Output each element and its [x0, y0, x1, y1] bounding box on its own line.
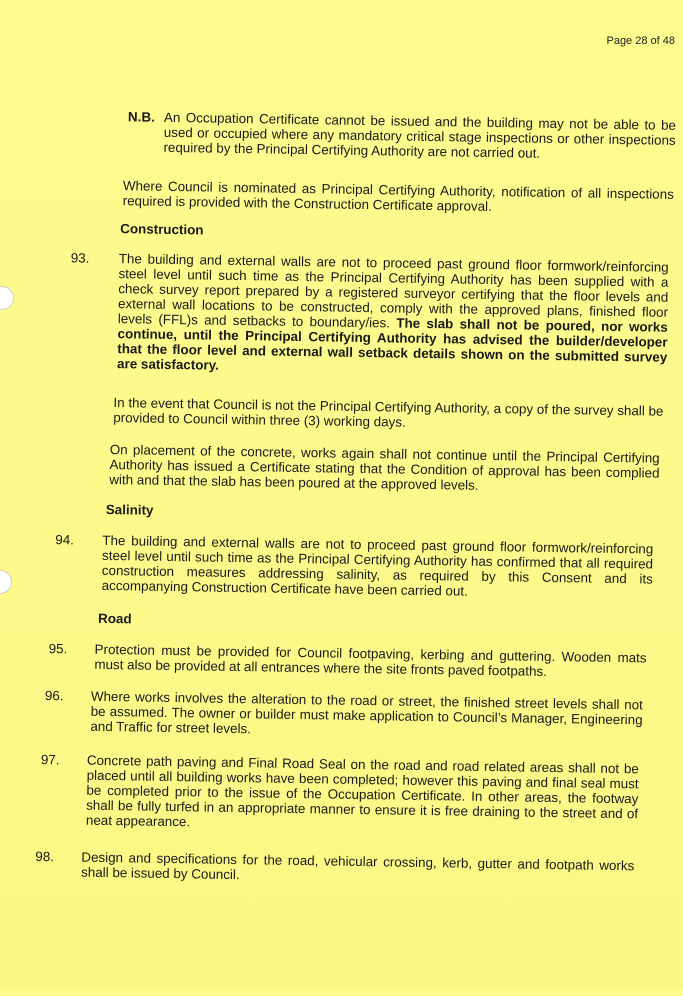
- condition-95-text: Protection must be provided for Council footpaving, kerbing and guttering. Wooden mats must also be provided at all entrances where the site fronts paved footpaths.: [94, 641, 647, 679]
- condition-96-text: Where works involves the alteration to the road or street, the finished street levels shall not be assumed. The owner or builder must make application to Council’s Manager, Engineering and Traffic for street levels.: [90, 688, 643, 737]
- council-pca-note: Where Council is nominated as Principal Certifying Authority, notification of all inspections required is provided with the Construction Certificate approval.: [122, 178, 674, 214]
- nb-label: N.B.: [127, 109, 155, 125]
- condition-97-text: Concrete path paving and Final Road Seal on the road and road related areas shall not be placed until all building works have been completed; however this paving and final seal must be completed prior to the issue of the Occupation Certificate. In other areas, the footway shall be fully turfed in an appropriate manner to ensure it is free draining to the street and of neat appearance.: [85, 752, 639, 830]
- nb-text: An Occupation Certificate cannot be issued and the building may not be able to be used or occupied where any mandatory critical stage inspections or other inspections required by the Principal Certifying Authority are not carried out.: [163, 109, 677, 161]
- condition-94-text: The building and external walls are not to proceed past ground floor formwork/reinforcing steel level until such time as the Principal Certifying Authority has confirmed that all required construction measures addressing salinity, as required by this Consent and its accompanying Construction Certificate have been carried out.: [101, 532, 654, 599]
- condition-98-number: 98.: [35, 848, 55, 865]
- condition-93-para2: In the event that Council is not the Principal Certifying Authority, a copy of the survey shall be provided to Council within three (3) working days.: [113, 395, 664, 430]
- condition-93-text: [117, 251, 669, 380]
- heading-salinity: Salinity: [105, 501, 154, 518]
- condition-95-number: 95.: [48, 641, 68, 657]
- condition-93-number: 93.: [70, 250, 90, 266]
- page-number: Page 28 of 48: [606, 35, 675, 47]
- condition-94-number: 94.: [55, 532, 75, 548]
- condition-93-para3: On placement of the concrete, works again shall not continue until the Principal Certifying Authority has issued a Certificate stating that the Condition of approval has been complied with and that the slab has been poured at the approved levels.: [109, 442, 660, 493]
- condition-93-bold: The slab shall not be poured, nor works continue, until the Principal Certifying Authority has advised the builder/developer that the floor level and external wall setback details shown on the submitted survey are satisfactory.: [117, 315, 668, 373]
- condition-93-body: The building and external walls are not to proceed past ground floor formwork/reinforcing steel level until such time as the Principal Certifying Authority has been supplied with a check survey report prepared by a registered surveyor certifying that the floor levels and external wall locations to be constructed, comply with the approved plans, finished floor levels (FFL)s and setbacks to boundary/ies.: [117, 251, 669, 331]
- heading-road: Road: [97, 610, 132, 627]
- condition-96-number: 96.: [44, 688, 64, 704]
- condition-97-number: 97.: [40, 751, 60, 768]
- heading-construction: Construction: [120, 221, 204, 238]
- condition-98-text: Design and specifications for the road, vehicular crossing, kerb, gutter and footpath works shall be issued by Council.: [81, 849, 635, 883]
